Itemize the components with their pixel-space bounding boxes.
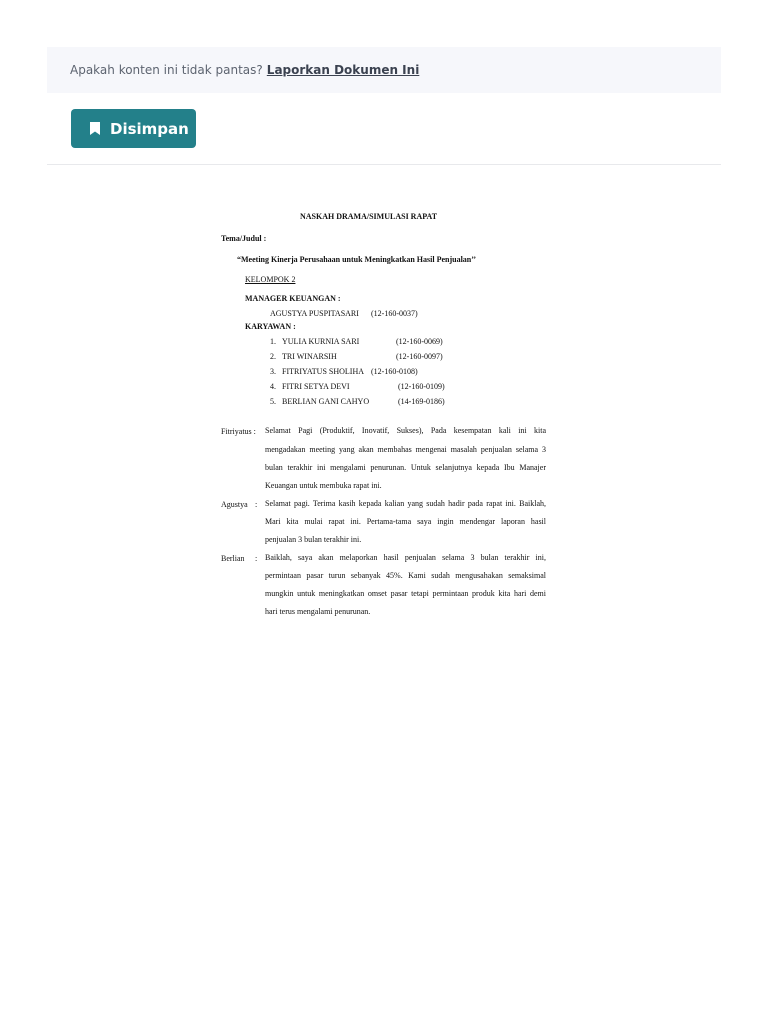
theme-text: “Meeting Kinerja Perusahaan untuk Meningkatkan Hasil Penjualan’’ [237,255,476,264]
employee-id: (14-169-0186) [398,397,445,406]
speaker-label: Agustya [221,500,248,509]
employee-number: 5. [270,397,276,406]
manager-name: AGUSTYA PUSPITASARI [270,309,359,318]
report-bar [47,47,721,93]
employee-name: FITRI SETYA DEVI [282,382,350,391]
theme-label: Tema/Judul : [221,234,267,243]
employee-number: 2. [270,352,276,361]
dialogue-line: mungkin untuk meningkatkan omset pasar tetapi permintaan produk kita hari demi [265,589,546,598]
speaker-label: Fitriyatus : [221,427,256,436]
speaker-colon: : [255,500,258,509]
dialogue-line: penjualan 3 bulan terakhir ini. [265,535,362,544]
employees-label: KARYAWAN : [245,322,296,331]
speaker-colon: : [255,554,258,563]
employee-id: (12-160-0097) [396,352,443,361]
employee-id: (12-160-0069) [396,337,443,346]
dialogue-line: Keuangan untuk membuka rapat ini. [265,481,382,490]
employee-id: (12-160-0109) [398,382,445,391]
employee-number: 3. [270,367,276,376]
employee-name: TRI WINARSIH [282,352,337,361]
employee-name: BERLIAN GANI CAHYO [282,397,370,406]
bookmark-icon [89,121,101,136]
dialogue-line: Selamat pagi. Terima kasih kepada kalian yang sudah hadir pada rapat ini. Baiklah, [265,499,546,508]
dialogue-line: Selamat Pagi (Produktif, Inovatif, Sukses), Pada kesempatan kali ini kita [265,426,546,435]
employee-id: (12-160-0108) [371,367,418,376]
employee-number: 1. [270,337,276,346]
manager-id: (12-160-0037) [371,309,418,318]
dialogue-line: bulan terakhir ini mengalami penurunan. Untuk selanjutnya kepada Ibu Manajer [265,463,546,472]
employee-name: FITRIYATUS SHOLIHA [282,367,365,376]
employee-number: 4. [270,382,276,391]
dialogue-line: hari terus mengalami penurunan. [265,607,371,616]
dialogue-line: Mari kita mulai rapat ini. Pertama-tama saya ingin mendengar laporan hasil [265,517,546,526]
document-title: NASKAH DRAMA/SIMULASI RAPAT [300,212,438,221]
saved-button[interactable] [71,109,196,148]
employee-name: YULIA KURNIA SARI [282,337,360,346]
manager-label: MANAGER KEUANGAN : [245,294,341,303]
group-label: KELOMPOK 2 [245,275,296,284]
dialogue-line: mengadakan meeting yang akan membahas mengenai masalah penjualan selama 3 [265,445,546,454]
report-document-link[interactable]: Laporkan Dokumen Ini [266,63,420,77]
speaker-label: Berlian [221,554,245,563]
saved-button-label: Disimpan [110,119,189,138]
divider [47,164,721,165]
report-question: Apakah konten ini tidak pantas? [70,63,263,77]
dialogue-line: permintaan pasar turun sebanyak 45%. Kami sudah mengusahakan semaksimal [265,571,546,580]
dialogue-line: Baiklah, saya akan melaporkan hasil penjualan selama 3 bulan terakhir ini, [265,553,546,562]
